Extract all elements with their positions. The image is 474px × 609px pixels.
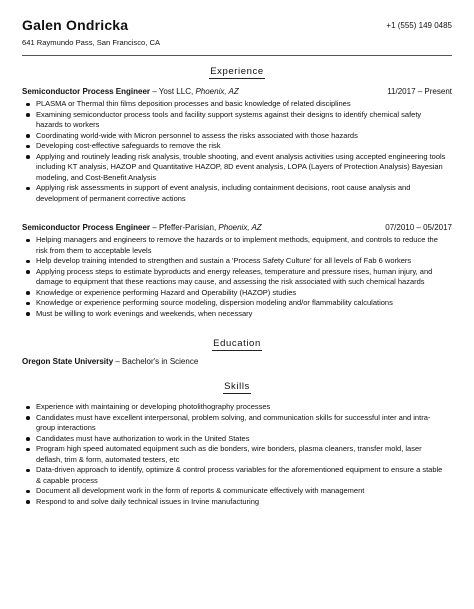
candidate-phone: +1 (555) 149 0485 — [386, 21, 452, 30]
candidate-name: Galen Ondricka — [22, 17, 129, 33]
skills-list — [22, 402, 446, 507]
skill-item: Respond to and solve daily technical issues in Irvine manufacturing — [22, 497, 446, 508]
job-separator: – — [150, 223, 159, 232]
section-title-skills-text: Skills — [224, 381, 250, 392]
education-entry — [22, 357, 198, 366]
job-bullet: Applying process steps to estimate byproducts and energy releases, temperature and pressure rises, human injury, and damage to equipment that these reactions may cause, and assessing the risk associated with such chemical hazards — [22, 267, 446, 288]
education-school: Oregon State University — [22, 357, 114, 366]
section-title-experience-text: Experience — [210, 66, 264, 77]
skill-item: Candidates must have authorization to work in the United States — [22, 434, 446, 445]
skill-item: Document all development work in the form of reports & communicate effectively with management — [22, 486, 446, 497]
job-bullet: PLASMA or Thermal thin films deposition processes and basic knowledge of related disciplines — [22, 99, 446, 110]
job-bullet-list — [22, 99, 446, 204]
job-bullet: Knowledge or experience performing Hazard and Operability (HAZOP) studies — [22, 288, 446, 299]
job-title: Semiconductor Process Engineer — [22, 223, 151, 232]
skill-item: Data-driven approach to identify, optimize & control process variables for the aforementioned equipment to ensure a stable & capable process — [22, 465, 446, 486]
job-bullet: Developing cost-effective safeguards to remove the risk — [22, 141, 446, 152]
job-bullet: Help develop training intended to strengthen and sustain a 'Process Safety Culture' for all levels of Fab 6 workers — [22, 256, 446, 267]
education-degree: Bachelor's in Science — [122, 357, 199, 366]
job-title-line — [22, 87, 239, 96]
job-company: Yost LLC, — [158, 87, 194, 96]
job-bullet: Must be willing to work evenings and weekends, when necessary — [22, 309, 446, 320]
job-location: Phoenix, AZ — [195, 87, 239, 96]
job-location: Phoenix, AZ — [218, 223, 262, 232]
job-company: Pfeffer-Parisian, — [158, 223, 217, 232]
job-bullet: Applying and routinely leading risk analysis, trouble shooting, and event analysis activities using accepted engineering tools including KT analysis, HAZOP and Quantitative HAZOP, 8D event analysis, LOPA (Layers of Protection Analysis) Bayesian modeling, and Cost-Benefit Analysis — [22, 152, 446, 184]
job-title: Semiconductor Process Engineer — [22, 87, 151, 96]
job-bullet: Examining semiconductor process tools and facility support systems against their designs to identify chemical safety hazards to workers — [22, 110, 446, 131]
job-separator: – — [150, 87, 159, 96]
job-dates: 07/2010 – 05/2017 — [385, 223, 452, 232]
skill-item: Candidates must have excellent interpersonal, problem solving, and communication skills for successful inter and intra-group interactions — [22, 413, 446, 434]
job-header — [22, 87, 452, 98]
candidate-address: 641 Raymundo Pass, San Francisco, CA — [22, 38, 161, 47]
header-divider — [22, 55, 452, 56]
job-bullet: Knowledge or experience performing source modeling, dispersion modeling and/or flammability calculations — [22, 298, 446, 309]
job-bullet: Helping managers and engineers to remove the hazards or to implement methods, equipment, and controls to reduce the risk from them to acceptable levels — [22, 235, 446, 256]
job-bullet: Coordinating world-wide with Micron personnel to assess the risks associated with those hazards — [22, 131, 446, 142]
job-bullet: Applying risk assessments in support of event analysis, including containment decisions, root cause analysis and development of permanent corrective actions — [22, 183, 446, 204]
skill-item: Program high speed automated equipment such as die bonders, wire bonders, plasma cleaners, transfer mold, laser deflash, trim & form, automated testers, etc — [22, 444, 446, 465]
skill-item: Experience with maintaining or developing photolithography processes — [22, 402, 446, 413]
section-title-skills — [0, 381, 474, 392]
section-title-education — [0, 338, 474, 349]
job-header — [22, 223, 452, 234]
section-title-education-text: Education — [213, 338, 261, 349]
education-separator: – — [113, 357, 123, 366]
job-dates: 11/2017 – Present — [387, 87, 452, 96]
job-bullet-list — [22, 235, 446, 319]
job-title-line — [22, 223, 262, 232]
section-title-experience — [0, 66, 474, 77]
